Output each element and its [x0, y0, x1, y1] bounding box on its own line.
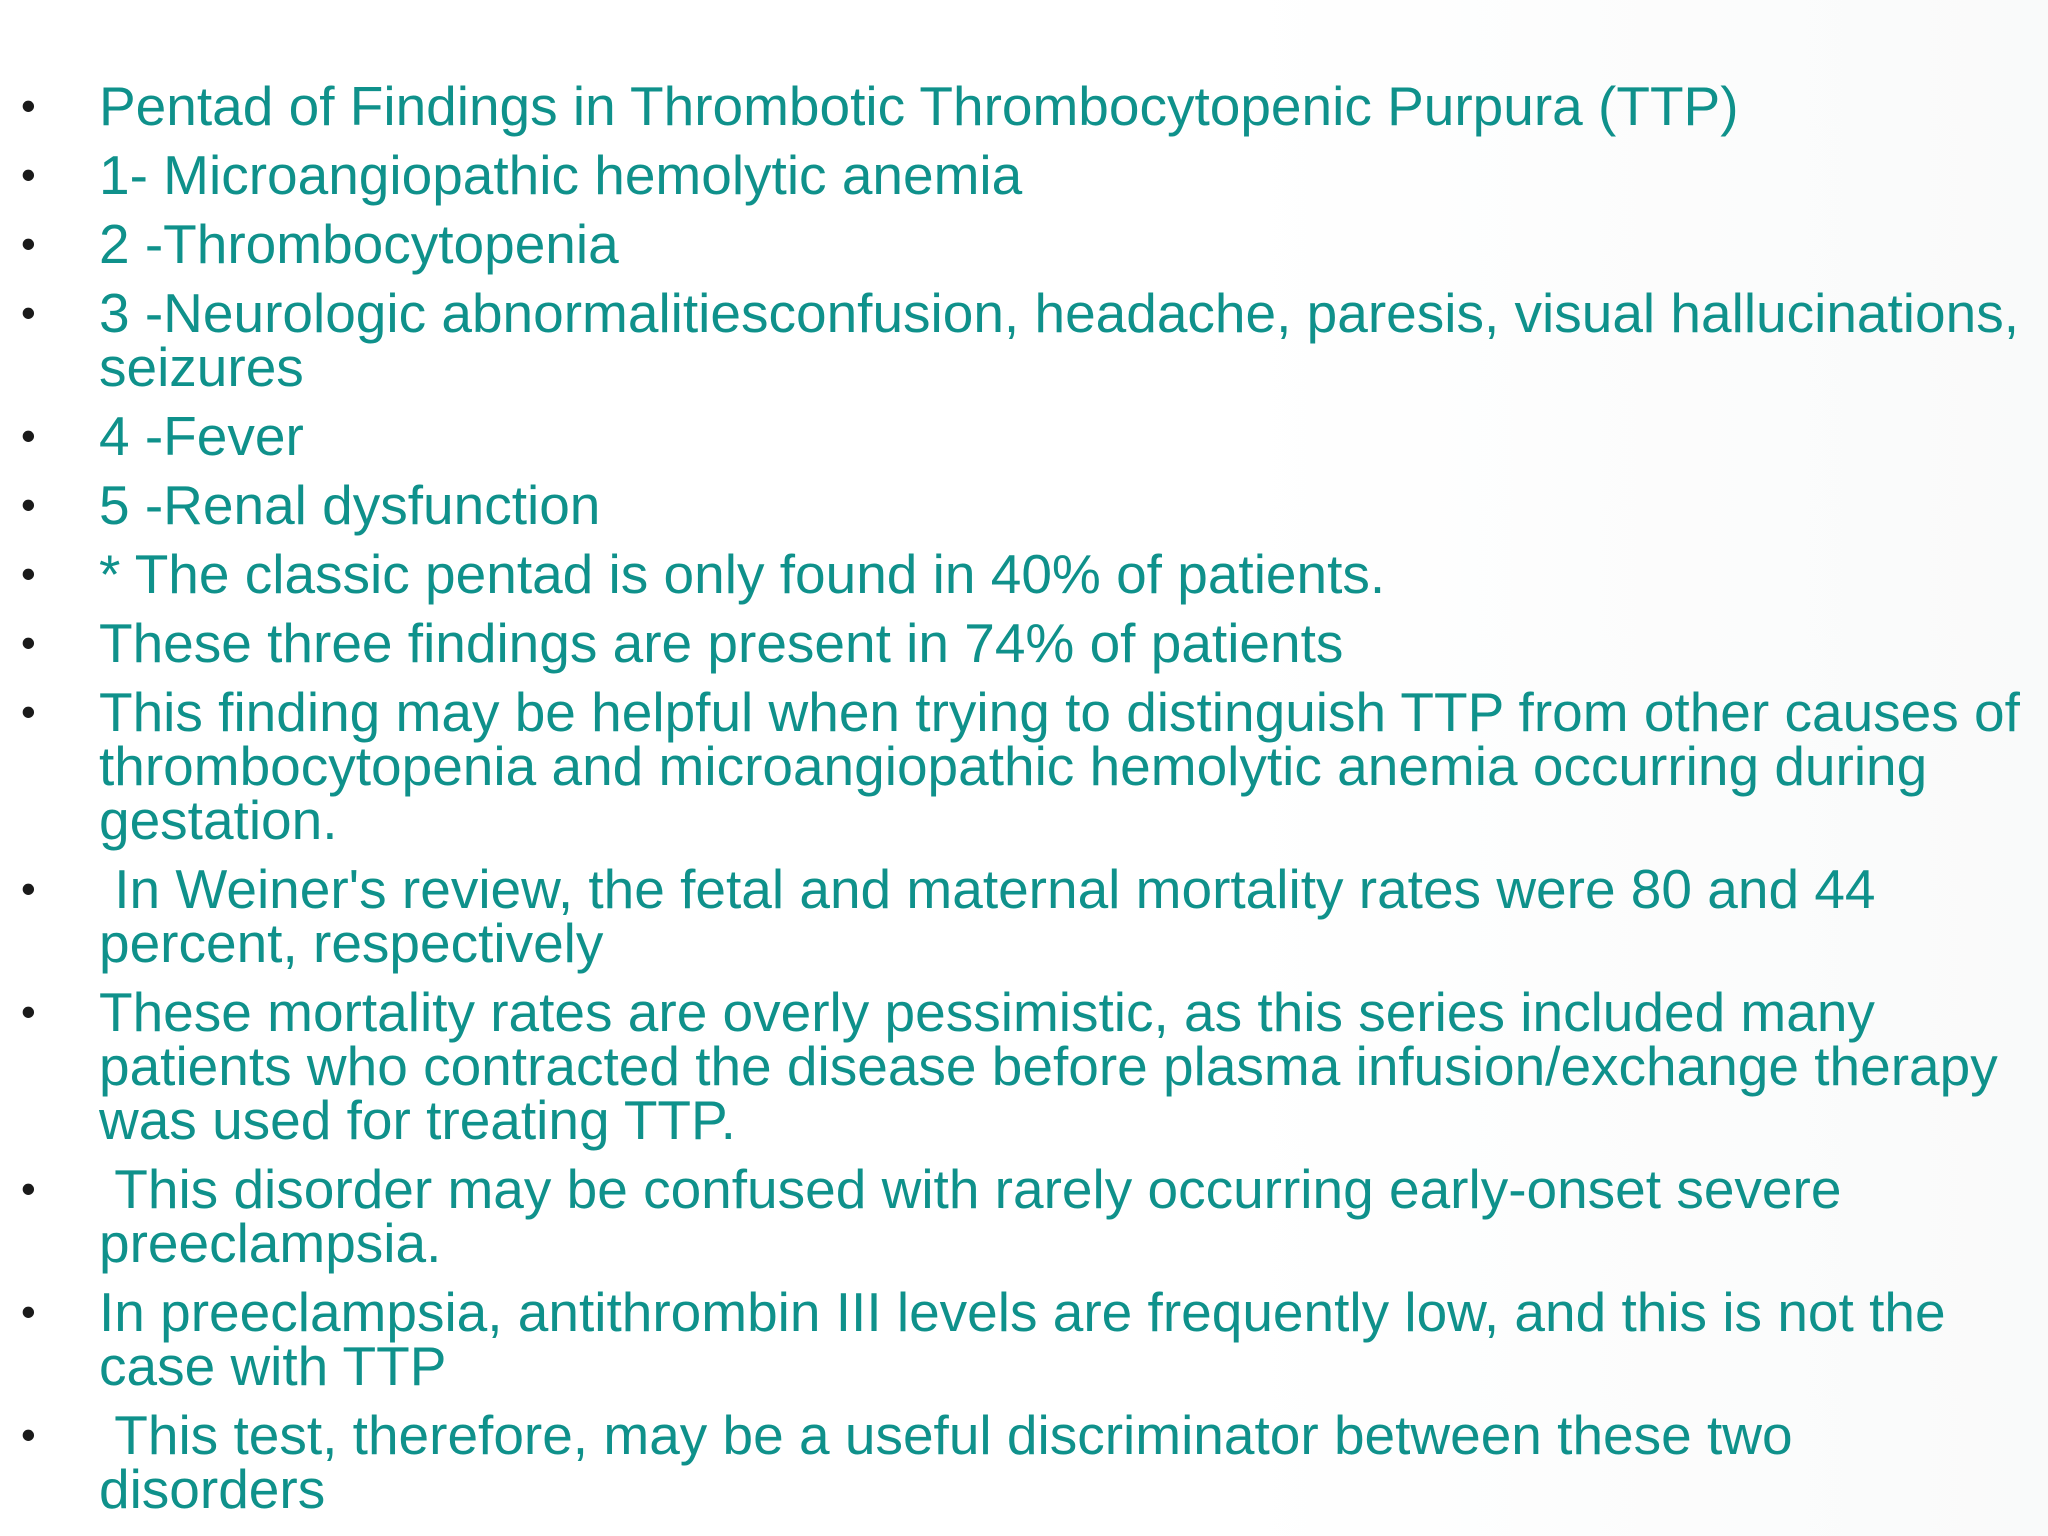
list-item: [0, 612, 2048, 674]
list-item: [0, 405, 2048, 467]
list-item: [0, 282, 2048, 398]
list-item-text: 1- Microangiopathic hemolytic anemia: [99, 144, 1023, 206]
list-item: [0, 75, 2048, 137]
list-item-text: These mortality rates are overly pessimistic, as this series included many patients who contracted the disease before plasma infusion/exchange therapy was used for treating TTP.: [99, 981, 2013, 1151]
list-item-text: 4 -Fever: [99, 405, 304, 467]
list-item-text: This finding may be helpful when trying to distinguish TTP from other causes of thrombocytopenia and microangiopathic hemolytic anemia occurring during gestation.: [99, 681, 2036, 851]
list-item-text: This disorder may be confused with rarely occurring early-onset severe preeclampsia.: [99, 1158, 1857, 1274]
bullet-icon: •: [21, 550, 36, 597]
list-item: [0, 858, 2048, 974]
list-item: [0, 543, 2048, 605]
bullet-list: [0, 75, 2048, 1531]
bullet-icon: •: [21, 412, 36, 459]
bullet-icon: •: [21, 1165, 36, 1212]
list-item: [0, 1404, 2048, 1520]
list-item-text: 2 -Thrombocytopenia: [99, 213, 619, 275]
bullet-icon: •: [21, 220, 36, 267]
list-item: [0, 144, 2048, 206]
bullet-icon: •: [21, 1288, 36, 1335]
bullet-icon: •: [21, 988, 36, 1035]
list-item-text: 5 -Renal dysfunction: [99, 474, 601, 536]
list-item-text: * The classic pentad is only found in 40% of patients.: [99, 543, 1386, 605]
bullet-icon: •: [21, 481, 36, 528]
bullet-icon: •: [21, 1411, 36, 1458]
bullet-icon: •: [21, 688, 36, 735]
list-item: [0, 981, 2048, 1151]
bullet-icon: •: [21, 82, 36, 129]
bullet-icon: •: [21, 619, 36, 666]
list-item: [0, 681, 2048, 851]
list-item: [0, 1281, 2048, 1397]
list-item: [0, 474, 2048, 536]
list-item-text: 3 -Neurologic abnormalitiesconfusion, headache, paresis, visual hallucinations, seizures: [99, 282, 2035, 398]
list-item-text: Pentad of Findings in Thrombotic Thrombocytopenic Purpura (TTP): [99, 75, 1739, 137]
list-item-text: This test, therefore, may be a useful discriminator between these two disorders: [99, 1404, 1808, 1520]
bullet-icon: •: [21, 151, 36, 198]
list-item-text: In preeclampsia, antithrombin III levels are frequently low, and this is not the case with TTP: [99, 1281, 1961, 1397]
list-item-text: These three findings are present in 74% of patients: [99, 612, 1344, 674]
bullet-icon: •: [21, 289, 36, 336]
bullet-icon: •: [21, 865, 36, 912]
list-item-text: In Weiner's review, the fetal and maternal mortality rates were 80 and 44 percent, respectively: [99, 858, 1891, 974]
list-item: [0, 213, 2048, 275]
list-item: [0, 1158, 2048, 1274]
